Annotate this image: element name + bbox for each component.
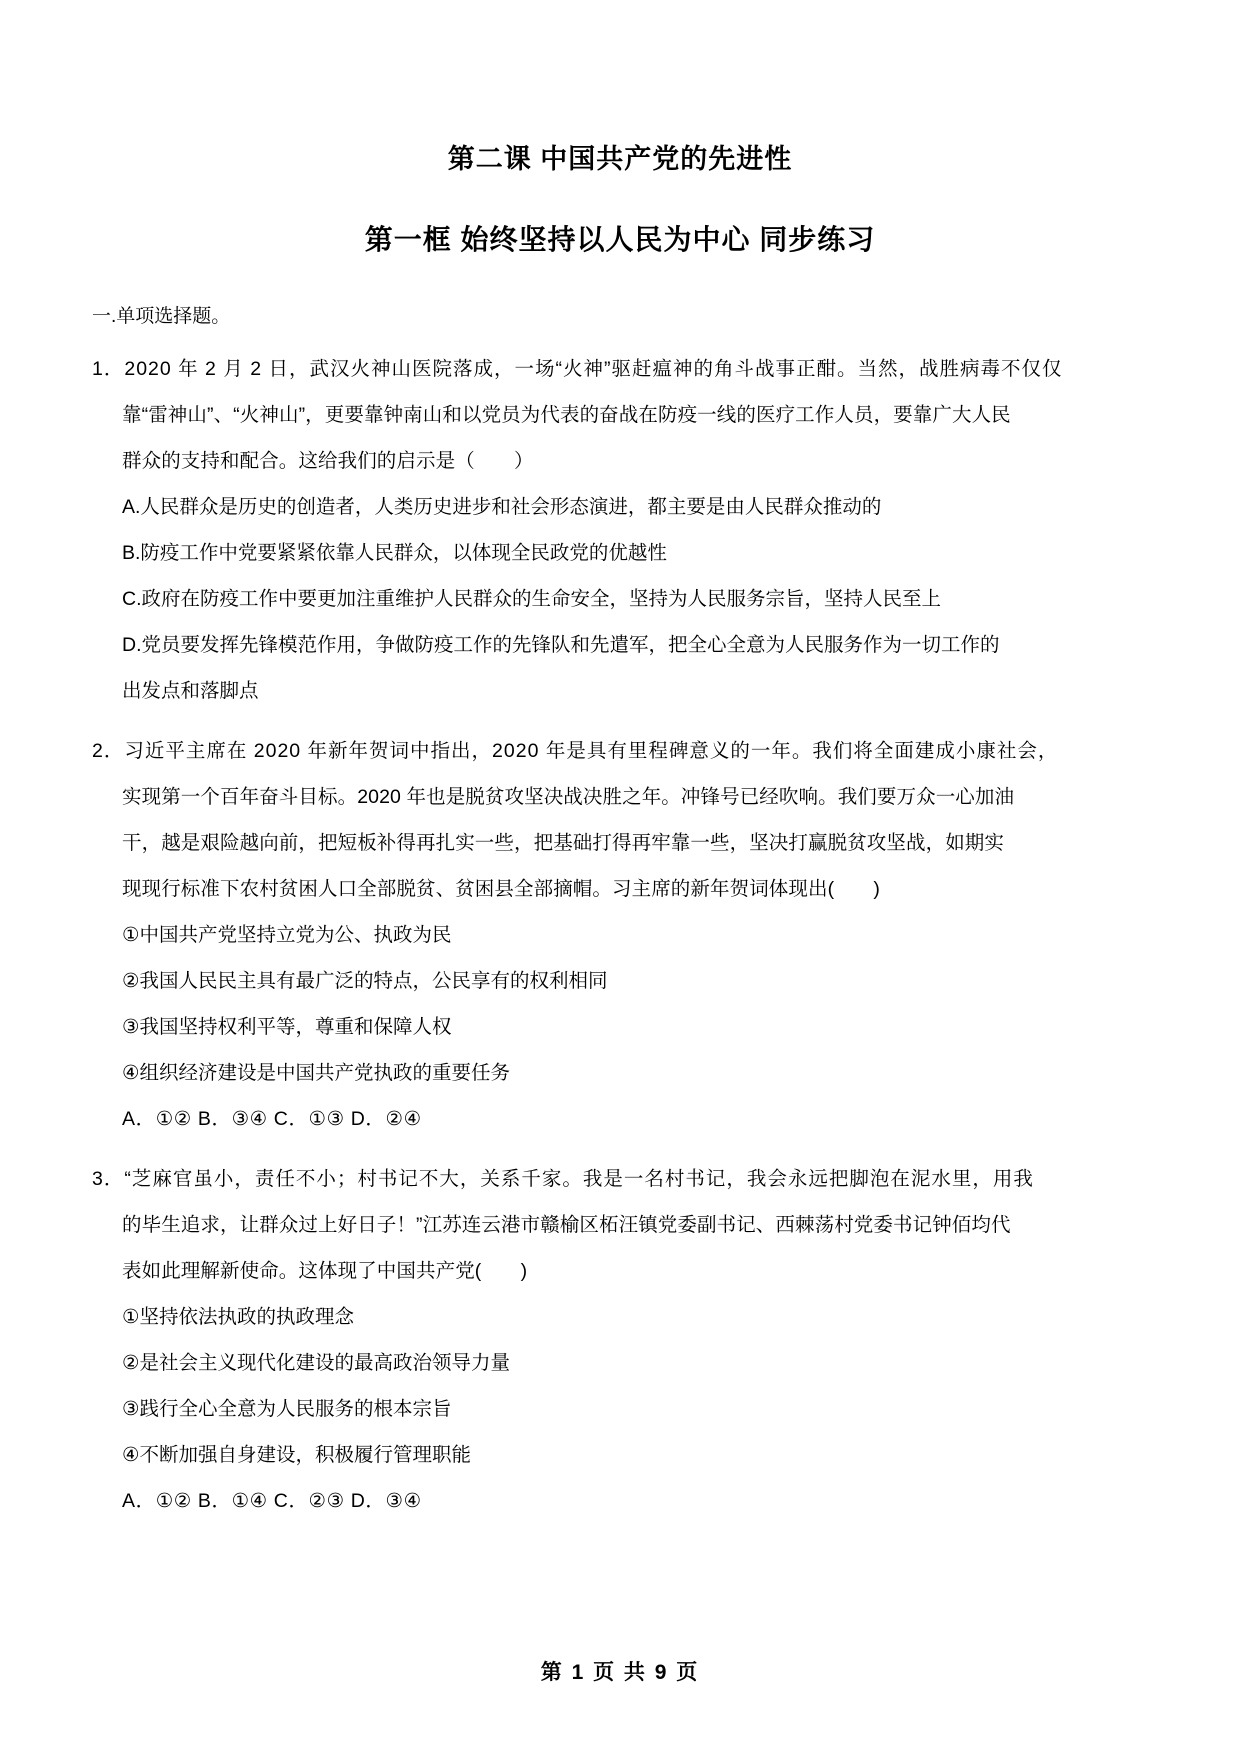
question-1-option-d-continued: 出发点和落脚点 bbox=[122, 680, 259, 702]
question-3-stem-line-1: 3．“芝麻官虽小，责任不小；村书记不大，关系千家。我是一名村书记，我会永远把脚泡在泥水里，用我 bbox=[92, 1168, 1034, 1190]
question-1-option-b: B.防疫工作中党要紧紧依靠人民群众，以体现全民政党的优越性 bbox=[122, 542, 667, 564]
question-2-stem-line-4: 现现行标准下农村贫困人口全部脱贫、贫困县全部摘帽。习主席的新年贺词体现出( ) bbox=[122, 878, 880, 900]
question-3-option-1: ①坚持依法执政的执政理念 bbox=[122, 1306, 354, 1328]
question-1-stem-line-1: 1．2020 年 2 月 2 日，武汉火神山医院落成，一场“火神”驱赶瘟神的角斗战事正酣。当然，战胜病毒不仅仅 bbox=[92, 358, 1063, 380]
question-1-option-a: A.人民群众是历史的创造者，人类历史进步和社会形态演进，都主要是由人民群众推动的 bbox=[122, 496, 882, 518]
question-1 bbox=[0, 346, 1240, 714]
question-2-stem-line-3: 干，越是艰险越向前，把短板补得再扎实一些，把基础打得再牢靠一些，坚决打赢脱贫攻坚战，如期实 bbox=[122, 832, 1005, 854]
question-3-answer-choices: A．①② B．①④ C．②③ D．③④ bbox=[122, 1490, 422, 1512]
question-2-option-4: ④组织经济建设是中国共产党执政的重要任务 bbox=[122, 1062, 510, 1084]
question-2-answer-choices: A．①② B．③④ C．①③ D．②④ bbox=[122, 1108, 422, 1130]
question-3 bbox=[0, 1156, 1240, 1524]
question-2-stem-line-1: 2．习近平主席在 2020 年新年贺词中指出，2020 年是具有里程碑意义的一年。我们将全面建成小康社会， bbox=[92, 740, 1059, 762]
question-2-option-3: ③我国坚持权利平等，尊重和保障人权 bbox=[122, 1016, 452, 1038]
question-1-stem-line-3: 群众的支持和配合。这给我们的启示是（ ） bbox=[122, 450, 534, 472]
section-heading: 一.单项选择题。 bbox=[92, 306, 231, 327]
page-title: 第二课 中国共产党的先进性 bbox=[447, 144, 793, 174]
question-3-option-4: ④不断加强自身建设，积极履行管理职能 bbox=[122, 1444, 471, 1466]
question-1-option-c: C.政府在防疫工作中要更加注重维护人民群众的生命安全，坚持为人民服务宗旨，坚持人民至上 bbox=[122, 588, 942, 610]
question-2-stem-line-2: 实现第一个百年奋斗目标。2020 年也是脱贫攻坚决战决胜之年。冲锋号已经吹响。我们要万众一心加油 bbox=[122, 786, 1015, 808]
page-footer: 第 1 页 共 9 页 bbox=[540, 1661, 700, 1684]
question-1-option-d: D.党员要发挥先锋模范作用，争做防疫工作的先锋队和先遣军，把全心全意为人民服务作为一切工作的 bbox=[122, 634, 1000, 656]
question-2-option-1: ①中国共产党坚持立党为公、执政为民 bbox=[122, 924, 452, 946]
question-1-stem-line-2: 靠“雷神山”、“火神山”，更要靠钟南山和以党员为代表的奋战在防疫一线的医疗工作人员，要靠广大人民 bbox=[122, 404, 1011, 426]
question-3-stem-line-3: 表如此理解新使命。这体现了中国共产党( ) bbox=[122, 1260, 528, 1282]
question-3-option-3: ③践行全心全意为人民服务的根本宗旨 bbox=[122, 1398, 452, 1420]
page-subtitle: 第一框 始终坚持以人民为中心 同步练习 bbox=[364, 224, 876, 255]
question-3-option-2: ②是社会主义现代化建设的最高政治领导力量 bbox=[122, 1352, 510, 1374]
question-2 bbox=[0, 728, 1240, 1142]
question-3-stem-line-2: 的毕生追求，让群众过上好日子！”江苏连云港市赣榆区柘汪镇党委副书记、西棘荡村党委书记钟佰均代 bbox=[122, 1214, 1011, 1236]
question-2-option-2: ②我国人民民主具有最广泛的特点，公民享有的权利相同 bbox=[122, 970, 608, 992]
